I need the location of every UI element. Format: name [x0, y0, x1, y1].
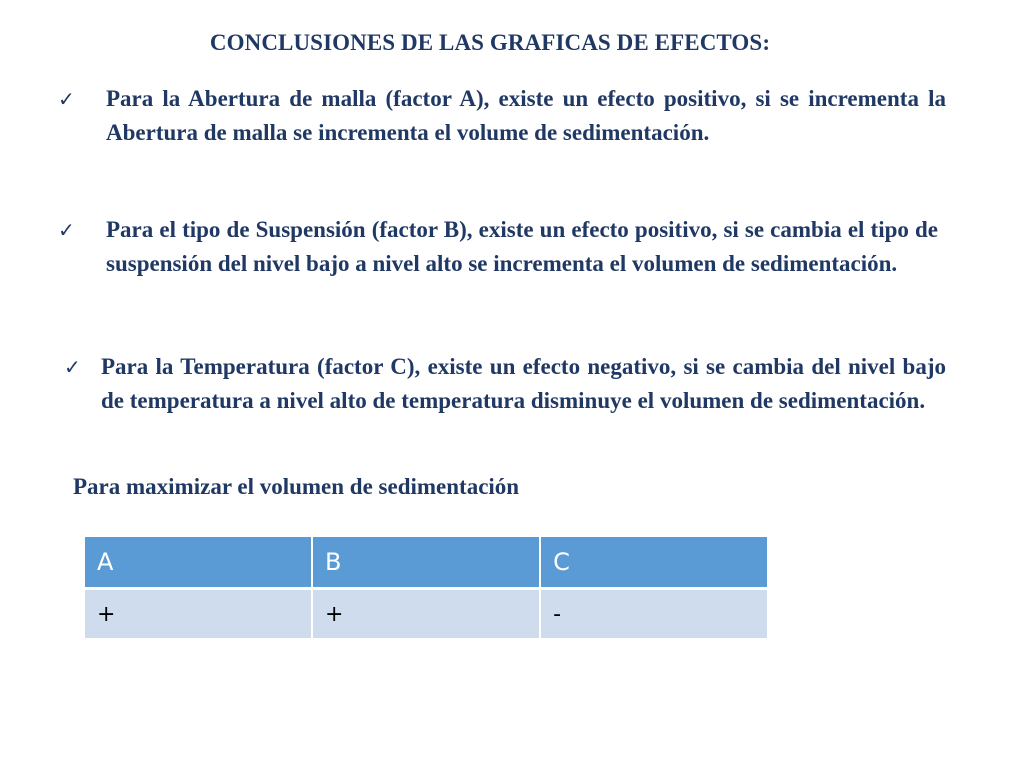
maximize-heading: Para maximizar el volumen de sedimentación	[73, 474, 520, 499]
bullet-text: Para la Abertura de malla (factor A), existe un efecto positivo, si se incrementa la Abertura de malla se incrementa el volume de sedimentación.	[106, 86, 946, 145]
bullet-text: Para la Temperatura (factor C), existe un efecto negativo, si se cambia del nivel bajo de temperatura a nivel alto de temperatura disminuye el volumen de sedimentación.	[101, 354, 946, 413]
table-cell-a: +	[85, 590, 311, 638]
bullet-item-factor-a	[58, 82, 946, 150]
header-cell-c: C	[539, 537, 767, 590]
header-cell-a: A	[85, 537, 311, 590]
table-row	[85, 590, 767, 638]
table-cell-b: +	[311, 590, 539, 638]
table-header-row	[85, 537, 767, 590]
header-cell-b: B	[311, 537, 539, 590]
bullet-item-factor-c	[64, 350, 946, 418]
table-cell-c: -	[539, 590, 767, 638]
bullet-text: Para el tipo de Suspensión (factor B), existe un efecto positivo, si se cambia el tipo de suspensión del nivel bajo a nivel alto se incrementa el volumen de sedimentación.	[106, 217, 938, 276]
check-mark-icon: ✓	[58, 87, 75, 111]
factor-levels-table	[85, 537, 767, 638]
bullet-item-factor-b	[58, 213, 938, 281]
check-mark-icon: ✓	[58, 218, 75, 242]
check-mark-icon: ✓	[64, 355, 81, 379]
slide-title: CONCLUSIONES DE LAS GRAFICAS DE EFECTOS:	[209, 30, 771, 55]
